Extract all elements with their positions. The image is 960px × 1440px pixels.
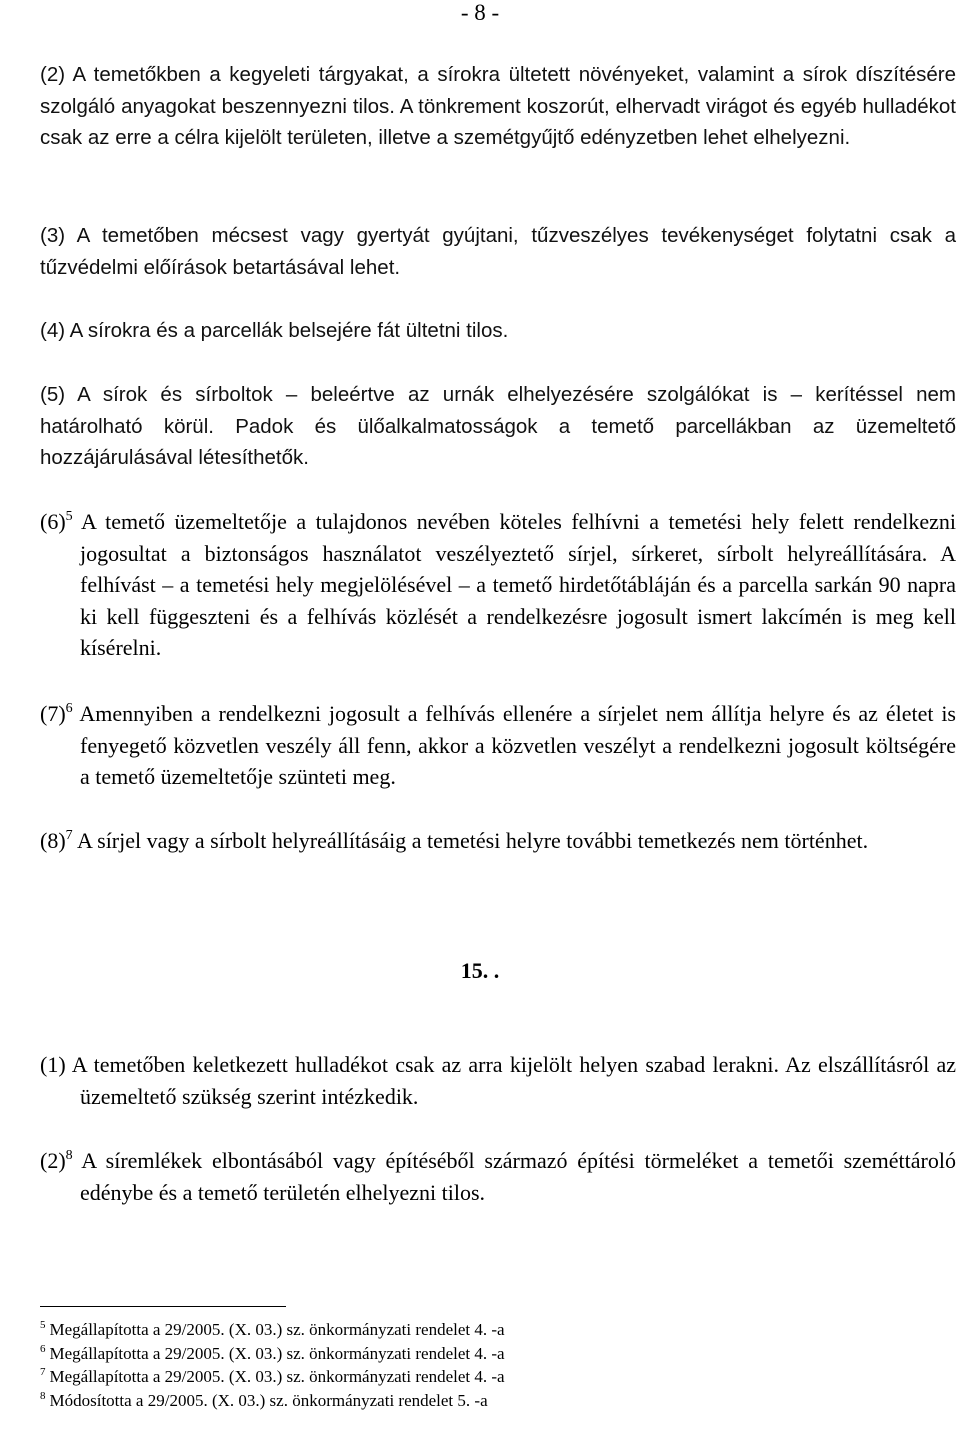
footnote-text: Megállapította a 29/2005. (X. 03.) sz. önkormányzati rendelet 4. -a	[49, 1367, 505, 1386]
paragraph-number: (4)	[40, 319, 66, 342]
footnote	[40, 1389, 940, 1413]
page-number: - 8 -	[460, 0, 500, 25]
footnote-text: Megállapította a 29/2005. (X. 03.) sz. önkormányzati rendelet 4. -a	[49, 1343, 505, 1363]
paragraph-3	[40, 220, 956, 283]
paragraph-text: A temetőben keletkezett hulladékot csak az arra kijelölt helyen szabad lerakni. Az elszállításról az üzemeltető szükség szerint intézkedik.	[71, 1052, 956, 1109]
paragraph-text: A sírokra és a parcellák belsejére fát ültetni tilos.	[69, 319, 509, 342]
footnote-text: Módosította a 29/2005. (X. 03.) sz. önkormányzati rendelet 5. -a	[49, 1390, 488, 1410]
footnote-reference: 6	[65, 701, 73, 716]
paragraph-number: (3)	[40, 224, 66, 247]
paragraph-4	[40, 315, 956, 347]
section-heading: 15. .	[460, 958, 500, 983]
paragraph-number: (2)	[40, 1148, 66, 1173]
paragraph-text: A síremlékek elbontásából vagy építéséből származó építési törmeléket a temetői szeméttároló edénybe és a temető területén elhelyezni tilos.	[80, 1148, 956, 1205]
footnote-reference: 7	[65, 828, 73, 843]
section-15-paragraph-1	[40, 1049, 956, 1112]
footnote-text: Megállapította a 29/2005. (X. 03.) sz. önkormányzati rendelet 4. -a	[49, 1320, 505, 1339]
footnote-number: 8	[40, 1389, 46, 1402]
paragraph-6	[40, 506, 956, 664]
paragraph-text: A temető üzemeltetője a tulajdonos nevében köteles felhívni a temetési hely felett rendelkezni jogosultat a biztonságos használatot veszélyeztető sírjel, sírkeret, sírbolt helyreállítására. A felhívást – a temetési hely megjelölésével – a temető hirdetőtábláján és a parcella sarkán 90 napra ki kell függeszteni és a felhívás közlését a rendelkezésre jogosult ismert lakcímén is meg kell kísérelni.	[80, 509, 956, 660]
paragraph-text: A temetőkben a kegyeleti tárgyakat, a sírokra ültetett növényeket, valamint a sírok díszítésére szolgáló anyagokat beszennyezni tilos. A tönkrement koszorút, elhervadt virágot és egyéb hulladékot csak az erre a célra kijelölt területen, illetve a szemétgyűjtő edényzetben lehet elhelyezni.	[40, 63, 956, 149]
footnote-number: 7	[40, 1366, 46, 1378]
paragraph-number: (8)	[40, 828, 66, 853]
paragraph-number: (6)	[40, 509, 66, 534]
footnote	[40, 1342, 940, 1366]
paragraph-number: (5)	[40, 383, 66, 406]
footnote-number: 5	[40, 1319, 46, 1331]
paragraph-number: (1)	[40, 1052, 66, 1077]
section-15-paragraph-2	[40, 1145, 956, 1208]
paragraph-8	[40, 825, 956, 857]
paragraph-text: Amennyiben a rendelkezni jogosult a felhívás ellenére a sírjelet nem állítja helyre és az életet is fenyegető közvetlen veszély áll fenn, akkor a közvetlen veszélyt a rendelkezni jogosult költségére a temető üzemeltetője szünteti meg.	[79, 701, 956, 789]
footnote-separator	[40, 1306, 286, 1307]
paragraph-7	[40, 698, 956, 793]
footnote	[40, 1365, 940, 1389]
footnote-reference: 8	[65, 1148, 73, 1163]
paragraph-text: A sírok és sírboltok – beleértve az urnák elhelyezésére szolgálókat is – kerítéssel nem határolható körül. Padok és ülőalkalmatosságok a temető parcellákban az üzemeltető hozzájárulásával létesíthetők.	[40, 383, 956, 469]
paragraph-text: A sírjel vagy a sírbolt helyreállításáig a temetési helyre további temetkezés nem történhet.	[76, 828, 869, 853]
footnote	[40, 1318, 940, 1342]
paragraph-text: A temetőben mécsest vagy gyertyát gyújtani, tűzveszélyes tevékenységet folytatni csak a tűzvédelmi előírások betartásával lehet.	[40, 224, 956, 279]
footnote-reference: 5	[65, 509, 73, 524]
paragraph-number: (7)	[40, 701, 66, 726]
footnotes	[40, 1318, 940, 1412]
footnote-number: 6	[40, 1342, 46, 1355]
paragraph-5	[40, 379, 956, 474]
paragraph-number: (2)	[40, 63, 66, 86]
paragraph-2	[40, 59, 956, 154]
